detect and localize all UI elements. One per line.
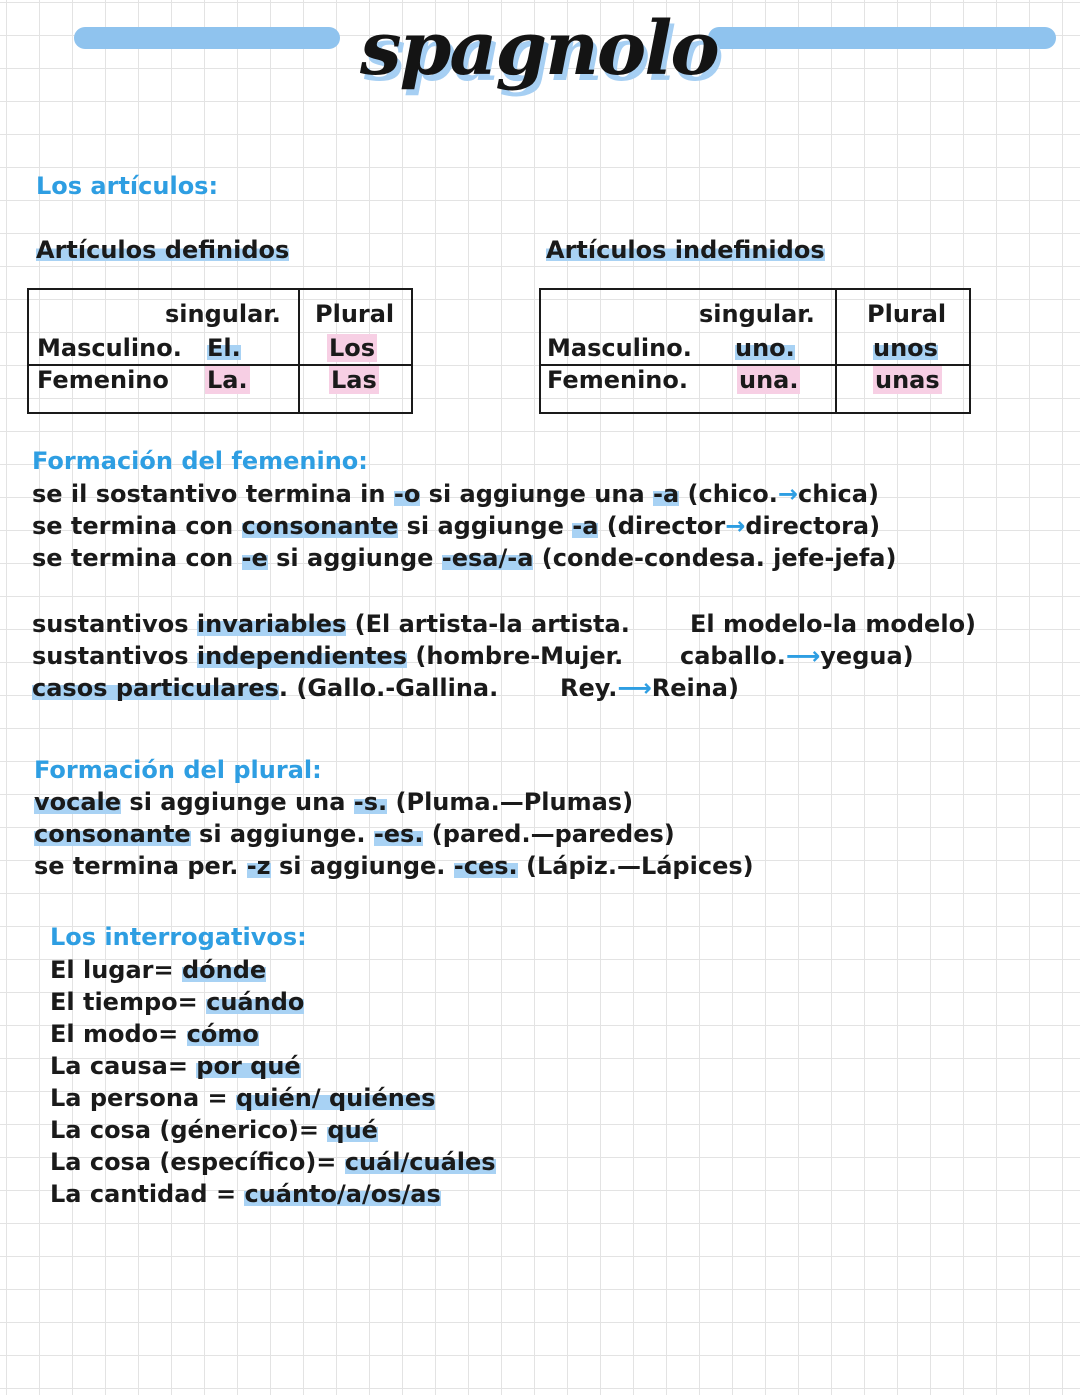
indefinidos-col-singular: singular. (699, 300, 815, 328)
interrogativos-heading: Los interrogativos: (50, 923, 307, 951)
definidos-fem-plur: Las (331, 366, 377, 394)
sustantivos-invariables-example: El modelo-la modelo) (690, 610, 977, 638)
definidos-col-plural: Plural (315, 300, 395, 328)
decorative-bar-right (708, 27, 1056, 49)
plural-rule-3: se termina per. -z si aggiunge. -ces. (Lápiz.—Lápices) (34, 852, 754, 880)
definidos-fem-sing: La. (207, 366, 248, 394)
arrow-icon: ⟶ (617, 674, 652, 702)
indefinidos-label: Artículos indefinidos (546, 236, 825, 264)
sustantivos-independientes-example: caballo.⟶yegua) (680, 642, 914, 670)
indefinidos-fem-sing: una. (739, 366, 799, 394)
arrow-icon: → (725, 512, 746, 540)
femenino-rule-1: se il sostantivo termina in -o si aggiunge una -a (chico.→chica) (32, 480, 879, 508)
arrow-icon: ⟶ (785, 642, 821, 670)
sustantivos-invariables: sustantivos invariables (El artista-la artista. (32, 610, 630, 638)
interrogativo-item: La cosa (génerico)= qué (50, 1116, 378, 1144)
indefinidos-masc-plur: unos (873, 334, 938, 362)
interrogativo-item: El tiempo= cuándo (50, 988, 305, 1016)
casos-particulares: casos particulares. (Gallo.-Gallina. (32, 674, 499, 702)
indefinidos-col-plural: Plural (867, 300, 947, 328)
casos-particulares-example: Rey.⟶Reina) (560, 674, 739, 702)
definidos-col-singular: singular. (165, 300, 281, 328)
interrogativo-item: La cantidad = cuánto/a/os/as (50, 1180, 441, 1208)
decorative-bar-left (74, 27, 340, 49)
plural-rule-2: consonante si aggiunge. -es. (pared.—paredes) (34, 820, 675, 848)
definidos-fem-label: Femenino (37, 366, 169, 394)
definidos-label: Artículos definidos (36, 236, 290, 264)
definidos-masc-label: Masculino. (37, 334, 182, 362)
indefinidos-fem-label: Femenino. (547, 366, 688, 394)
plural-rule-1: vocale si aggiunge una -s. (Pluma.—Plumas) (34, 788, 634, 816)
interrogativo-item: El modo= cómo (50, 1020, 259, 1048)
interrogativo-item: La persona = quién/ quiénes (50, 1084, 436, 1112)
interrogativo-item: La causa= por qué (50, 1052, 301, 1080)
indefinidos-fem-plur: unas (875, 366, 940, 394)
indefinidos-masc-label: Masculino. (547, 334, 692, 362)
femenino-rule-2: se termina con consonante si aggiunge -a (director→directora) (32, 512, 881, 540)
femenino-rule-3: se termina con -e si aggiunge -esa/-a (conde-condesa. jefe-jefa) (32, 544, 897, 572)
definidos-masc-plur: Los (329, 334, 376, 362)
indefinidos-masc-sing: uno. (735, 334, 795, 362)
indefinidos-table (539, 288, 971, 414)
plural-heading: Formación del plural: (34, 756, 322, 784)
sustantivos-independientes: sustantivos independientes (hombre-Mujer. (32, 642, 624, 670)
definidos-table (27, 288, 413, 414)
page-title: spagnolo (360, 6, 718, 92)
interrogativo-item: La cosa (específico)= cuál/cuáles (50, 1148, 496, 1176)
definidos-masc-sing: El. (207, 334, 241, 362)
femenino-heading: Formación del femenino: (32, 447, 368, 475)
articulos-heading: Los artículos: (36, 172, 219, 200)
arrow-icon: → (777, 480, 798, 508)
interrogativo-item: El lugar= dónde (50, 956, 267, 984)
